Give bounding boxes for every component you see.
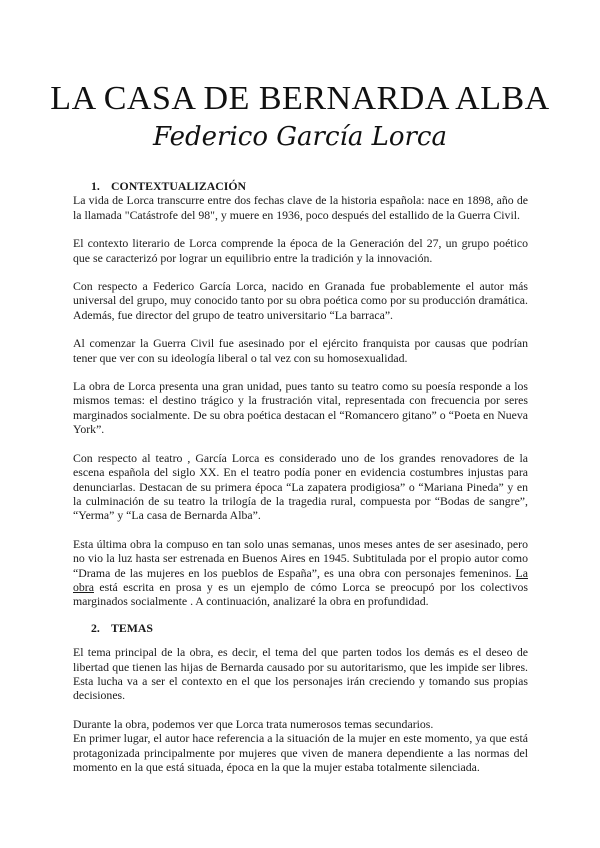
paragraph: Con respecto a Federico García Lorca, nacido en Granada fue probablemente el autor más universal del grupo, muy conocido tanto por su obra poética como por su producción dramática. Además, fue director del grupo de teatro universitario “La barraca”. xyxy=(73,279,528,322)
paragraph xyxy=(73,537,528,609)
paragraph: En primer lugar, el autor hace referencia a la situación de la mujer en este momento, ya que está protagonizada principalmente por mujeres que viven de manera dependiente a las normas del momento en la que está situada, época en la que la mujer estaba totalmente silenciada. xyxy=(73,731,528,774)
section-heading-temas xyxy=(91,621,528,635)
paragraph: La vida de Lorca transcurre entre dos fechas clave de la historia española: nace en 1898, año de la llamada "Catástrofe del 98", y muere en 1936, poco después del estallido de la Guerra Civil. xyxy=(73,193,528,222)
section-heading-contextualizacion xyxy=(91,179,528,193)
section-number: 2. xyxy=(91,620,100,635)
paragraph: Durante la obra, podemos ver que Lorca trata numerosos temas secundarios. xyxy=(73,716,434,731)
paragraph: El tema principal de la obra, es decir, el tema del que parten todos los demás es el deseo de libertad que tienen las hijas de Bernarda causado por su autoritarismo, que les impide ser libres. Esta lucha va a ser el contexto en el que los personajes irán creciendo y tomando sus propias decisiones. xyxy=(73,645,528,703)
section-title: TEMAS xyxy=(111,620,153,635)
paragraph: El contexto literario de Lorca comprende la época de la Generación del 27, un grupo poético que se caracterizó por lograr un equilibrio entre la tradición y la innovación. xyxy=(73,236,528,265)
underlined-text: La obra xyxy=(73,565,528,594)
section-number: 1. xyxy=(91,179,100,193)
document-title: LA CASA DE BERNARDA ALBA xyxy=(50,80,550,117)
paragraph: Al comenzar la Guerra Civil fue asesinado por el ejército franquista por causas que podrían tener que ver con su ideología liberal o tal vez con su homosexualidad. xyxy=(73,336,528,365)
paragraph-text: Esta última obra la compuso en tan solo unas semanas, unos meses antes de ser asesinado, pero no vio la luz hasta ser estrenada en Buenos Aires en 1945. Subtitulada por el propio autor como “Drama de las mujeres en los pueblos de España”, es una obra con personajes femeninos. xyxy=(73,536,528,580)
paragraph-text: está escrita en prosa y es un ejemplo de cómo Lorca se preocupó por los colectivos marginados socialmente . A continuación, analizaré la obra en profundidad. xyxy=(73,579,528,609)
document-subtitle: Federico García Lorca xyxy=(152,122,447,152)
paragraph: Con respecto al teatro , García Lorca es considerado uno de los grandes renovadores de la escena española del siglo XX. En el teatro podía poner en evidencia costumbres injustas para denunciarlas. Destacan de su primera época “La zapatera prodigiosa” o “Mariana Pineda” y en la culminación de su teatro la trilogía de la tragedia rural, compuesta por “Bodas de sangre”, “Yerma” y “La casa de Bernarda Alba”. xyxy=(73,450,528,523)
document-body xyxy=(73,179,528,788)
paragraph: La obra de Lorca presenta una gran unidad, pues tanto su teatro como su poesía responde a los mismos temas: el destino trágico y la frustración vital, representada con frecuencia por seres marginados socialmente. De su obra poética destacan el “Romancero gitano” o “Poeta en Nueva York”. xyxy=(73,379,528,437)
section-title: CONTEXTUALIZACIÓN xyxy=(111,179,247,193)
